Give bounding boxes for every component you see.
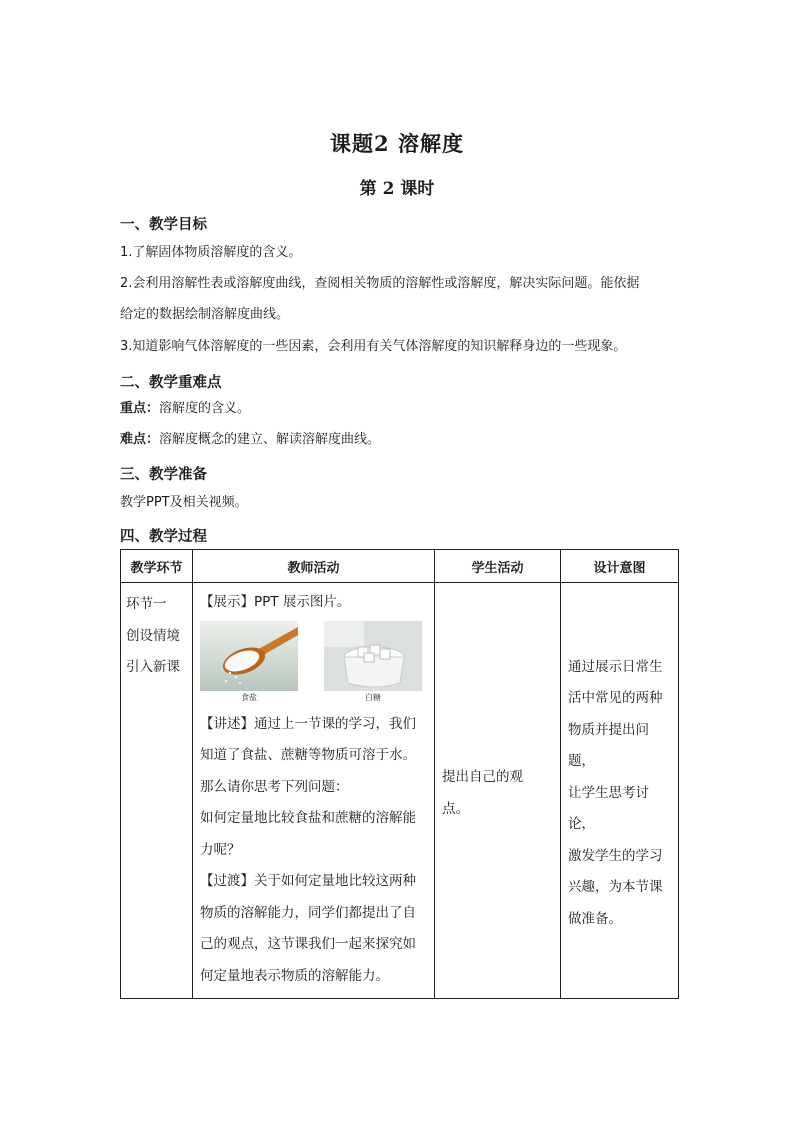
sugar-photo <box>324 621 422 709</box>
page-title: 课题2 溶解度 <box>330 131 464 156</box>
salt-photo <box>200 621 298 709</box>
teacher-line: 知道了食盐、蔗糖等物质可溶于水。 <box>200 747 416 763</box>
key-point-line <box>120 395 680 423</box>
goal-line-3: 给定的数据绘制溶解度曲线。 <box>120 307 290 322</box>
intent-line: 让学生思考讨论， <box>568 784 649 833</box>
intent-line: 做准备。 <box>568 910 622 927</box>
page-subtitle: 第 2 课时 <box>359 179 435 199</box>
student-line: 提出自己的观 <box>442 769 523 785</box>
section-heading-prep: 三、教学准备 <box>120 467 207 483</box>
difficulty-text: 溶解度概念的建立、解读溶解度曲线。 <box>159 432 381 447</box>
difficulty-label: 难点： <box>120 432 160 447</box>
intent-line: 物质并提出问题， <box>568 721 649 770</box>
teacher-line: 何定量地表示物质的溶解能力。 <box>200 967 389 984</box>
stage-line: 创设情境 <box>126 627 180 644</box>
intent-line: 活中常见的两种 <box>568 690 663 707</box>
goal-line-2: 2.会利用溶解性表或溶解度曲线，查阅相关物质的溶解性或溶解度，解决实际问题。能依据 <box>120 276 640 291</box>
key-point-text: 溶解度的含义。 <box>159 401 251 416</box>
stage-cell <box>121 583 193 999</box>
student-cell <box>435 583 561 999</box>
header-intent: 设计意图 <box>561 550 679 583</box>
intent-line: 兴趣，为本节课 <box>568 879 663 896</box>
intent-cell <box>561 583 679 999</box>
intent-line: 通过展示日常生 <box>568 658 663 675</box>
teacher-show-line: 【展示】PPT 展示图片。 <box>200 594 351 610</box>
difficulty-line <box>120 426 680 454</box>
sugar-caption: 白糖 <box>365 692 381 702</box>
teacher-line: 如何定量地比较食盐和蔗糖的溶解能 <box>200 810 416 826</box>
image-row <box>200 621 428 709</box>
student-line: 点。 <box>442 800 469 817</box>
teacher-line: 那么请你思考下列问题： <box>200 778 349 795</box>
key-point-label: 重点： <box>120 401 160 416</box>
header-stage: 教学环节 <box>121 550 193 583</box>
teacher-line: 力呢？ <box>200 841 241 858</box>
section-heading-process: 四、教学过程 <box>120 529 207 545</box>
salt-caption: 食盐 <box>241 692 257 702</box>
process-table <box>120 549 679 999</box>
teacher-line: 己的观点，这节课我们一起来探究如 <box>200 936 416 952</box>
header-student: 学生活动 <box>435 550 561 583</box>
goal-line-1: 1.了解固体物质溶解度的含义。 <box>120 245 302 260</box>
stage-line: 引入新课 <box>126 659 180 675</box>
goal-line-4: 3.知道影响气体溶解度的一些因素，会利用有关气体溶解度的知识解释身边的一些现象。 <box>120 339 627 354</box>
table-header-row <box>121 550 679 583</box>
teacher-line: 【过渡】关于如何定量地比较这两种 <box>200 873 416 889</box>
salt-image <box>200 621 298 691</box>
teacher-cell <box>193 583 435 999</box>
teacher-line: 物质的溶解能力，同学们都提出了自 <box>200 904 416 921</box>
prep-text: 教学PPT及相关视频。 <box>120 495 248 510</box>
section-heading-goals: 一、教学目标 <box>120 217 207 233</box>
intent-line: 激发学生的学习 <box>568 847 663 864</box>
sugar-image <box>324 621 422 691</box>
section-heading-keypoints: 二、教学重难点 <box>120 375 222 391</box>
table-row <box>121 583 679 999</box>
header-teacher: 教师活动 <box>193 550 435 583</box>
stage-line: 环节一 <box>126 596 167 612</box>
teacher-line: 【讲述】通过上一节课的学习，我们 <box>200 715 416 732</box>
